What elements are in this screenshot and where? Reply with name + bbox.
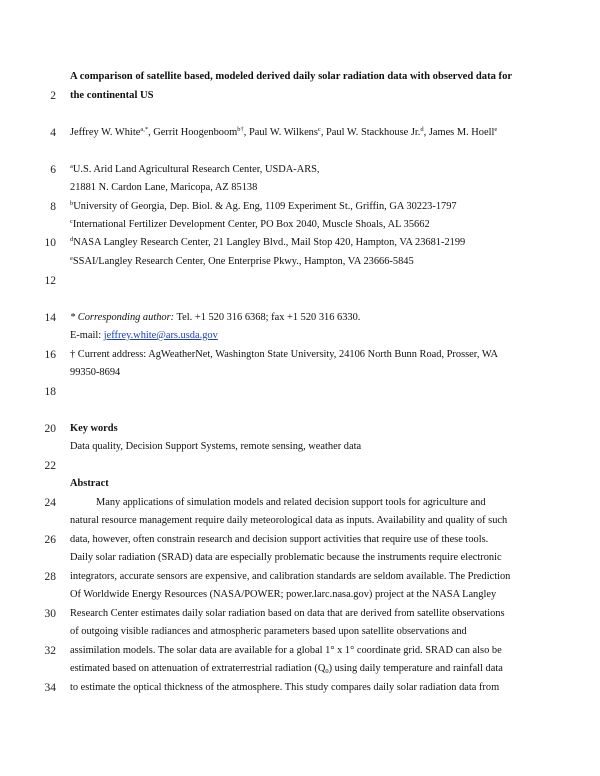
affiliation-text: SSAI/Langley Research Center, One Enterprise Pkwy., Hampton, VA 23666-5845 [72,256,414,267]
abstract-line: data, however, often constrain research and decision support activities that require use of these tools. [70,534,489,545]
affiliation-mark: b [70,200,74,207]
abstract-line: of outgoing visible radiances and atmospheric parameters based upon satellite observations and [70,626,467,637]
keywords-text: Data quality, Decision Support Systems, remote sensing, weather data [70,441,362,452]
affiliation-text: U.S. Arid Land Agricultural Research Center, USDA-ARS, [72,164,320,175]
author-name: , Paul W. Stackhouse Jr. [320,127,421,138]
affiliation-mark: d [70,236,74,243]
affiliation-text: 21881 N. Cardon Lane, Maricopa, AZ 85138 [70,182,258,193]
line-number: 24 [44,497,56,509]
line-number: 28 [44,571,56,583]
current-address-line-1: † Current address: AgWeatherNet, Washington State University, 24106 North Bunn Road, Prosser, WA [70,349,499,360]
abstract-line [70,662,503,676]
line-number: 16 [44,349,56,361]
author-name: , Paul W. Wilkens [243,127,318,138]
affiliation [70,218,430,232]
line-number: 14 [44,312,56,324]
affiliation-mark: c [70,218,73,225]
line-number: 2 [50,90,56,102]
abstract-text: estimated based on attenuation of extraterrestrial radiation (Q [70,663,326,674]
paper-title-line-2: the continental US [70,90,154,101]
corresponding-author-label: * Corresponding author: [70,312,175,323]
author-name: , James M. Hoell [423,127,495,138]
affiliation [70,181,257,195]
abstract-line: assimilation models. The solar data are available for a global 1° x 1° coordinate grid. SRAD can also be [70,645,502,656]
author-name: Jeffrey W. White [70,127,141,138]
author-affiliation-mark: b† [237,126,244,133]
paper-title-line-1: A comparison of satellite based, modeled derived daily solar radiation data with observed data for [70,71,513,82]
affiliation-mark: a [70,163,73,170]
keywords-heading: Key words [70,423,118,434]
abstract-line: Many applications of simulation models and related decision support tools for agriculture and [96,497,486,508]
affiliation [70,200,457,214]
line-number: 6 [50,164,56,176]
line-number: 20 [44,423,56,435]
email-label: E-mail: [70,330,104,341]
line-number: 26 [44,534,56,546]
abstract-text: ) using daily temperature and rainfall data [328,663,503,674]
affiliation-text: International Fertilizer Development Center, PO Box 2040, Muscle Shoals, AL 35662 [72,219,430,230]
affiliation-text: NASA Langley Research Center, 21 Langley Blvd., Mail Stop 420, Hampton, VA 23681-2199 [73,237,466,248]
subscript: 0 [325,668,329,675]
line-number: 18 [44,386,56,398]
affiliation [70,163,320,177]
abstract-line: integrators, accurate sensors are expensive, and calibration standards are seldom available. The Prediction [70,571,511,582]
abstract-line: natural resource management require daily meteorological data as inputs. Availability and quality of such [70,515,508,526]
affiliation [70,255,414,269]
abstract-line: to estimate the optical thickness of the atmosphere. This study compares daily solar radiation data from [70,682,500,693]
line-number: 22 [44,460,56,472]
current-address-line-2: 99350-8694 [70,367,121,378]
line-number: 30 [44,608,56,620]
author-affiliation-mark: c [317,126,321,133]
email-line [70,329,218,343]
abstract-line: Research Center estimates daily solar radiation based on data that are derived from satellite observations [70,608,505,619]
line-number: 4 [50,127,56,139]
corresponding-author [70,311,360,325]
line-number: 10 [44,237,56,249]
author-list [70,126,497,140]
affiliation-mark: e [70,255,73,262]
abstract-line: Of Worldwide Energy Resources (NASA/POWER; power.larc.nasa.gov) project at the NASA Langley [70,589,497,600]
email-link[interactable]: jeffrey.white@ars.usda.gov [103,330,218,341]
corresponding-author-contact: Tel. +1 520 316 6368; fax +1 520 316 6330. [174,312,361,323]
abstract-heading: Abstract [70,478,109,489]
line-number: 32 [44,645,56,657]
abstract-line: Daily solar radiation (SRAD) data are especially problematic because the instruments require electronic [70,552,502,563]
line-number: 12 [44,275,56,287]
affiliation [70,236,465,250]
line-number: 8 [50,201,56,213]
author-affiliation-mark: d [420,126,424,133]
author-affiliation-mark: e [494,126,498,133]
author-name: , Gerrit Hoogenboom [148,127,238,138]
line-number: 34 [44,682,56,694]
affiliation-text: University of Georgia, Dep. Biol. & Ag. Eng, 1109 Experiment St., Griffin, GA 30223-1797 [73,201,457,212]
author-affiliation-mark: a,* [140,126,149,133]
